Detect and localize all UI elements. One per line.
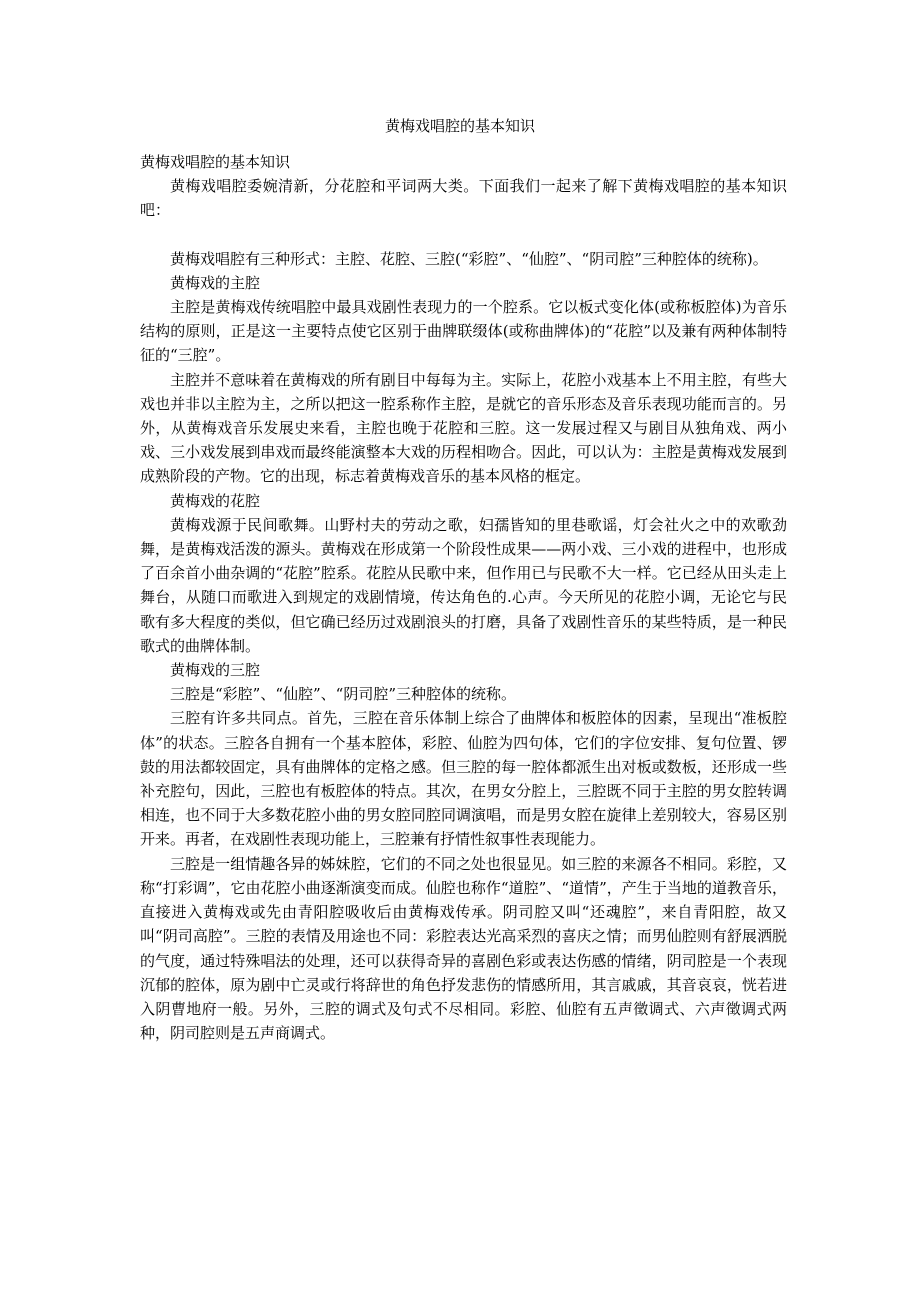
paragraph-sanqiang-2: 三腔有许多共同点。首先，三腔在音乐体制上综合了曲牌体和板腔体的因素，呈现出“准板腔体”的状态。三腔各自拥有一个基本腔体，彩腔、仙腔为四句体，它们的字位安排、复句位置、锣鼓的用法都较固定，具有曲牌体的定格之感。但三腔的每一腔体都派生出对板或数板，还形成一些补充腔句，因此，三腔也有板腔体的特点。其次，在男女分腔上，三腔既不同于主腔的男女腔转调相连，也不同于大多数花腔小曲的男女腔同腔同调演唱，而是男女腔在旋律上差别较大，容易区别开来。再者，在戏剧性表现功能上，三腔兼有抒情性叙事性表现能力。 (140, 709, 787, 849)
section-heading-huaqiang: 黄梅戏的花腔 (170, 491, 261, 510)
paragraph-huaqiang-1: 黄梅戏源于民间歌舞。山野村夫的劳动之歌，妇孺皆知的里巷歌谣，灯会社火之中的欢歌劲舞，是黄梅戏活泼的源头。黄梅戏在形成第一个阶段性成果——两小戏、三小戏的进程中，也形成了百余首小曲杂调的“花腔”腔系。花腔从民歌中来，但作用已与民歌不大一样。它已经从田头走上舞台，从随口而歌进入到规定的戏剧情境，传达角色的.心声。今天所见的花腔小调，无论它与民歌有多大程度的类似，但它确已经历过戏剧浪头的打磨，具备了戏剧性音乐的某些特质，是一种民歌式的曲牌体制。 (140, 515, 787, 655)
paragraph-sanqiang-3: 三腔是一组情趣各异的姊妹腔，它们的不同之处也很显见。如三腔的来源各不相同。彩腔，又称“打彩调”，它由花腔小曲逐渐演变而成。仙腔也称作“道腔”、“道情”，产生于当地的道教音乐，直接进入黄梅戏或先由青阳腔吸收后由黄梅戏传承。阴司腔又叫“还魂腔”，来自青阳腔，故又叫“阴司高腔”。三腔的表情及用途也不同：彩腔表达光高采烈的喜庆之情；而男仙腔则有舒展洒脱的气度，通过特殊唱法的处理，还可以获得奇异的喜剧色彩或表达伤感的情绪，阴司腔是一个表现沉郁的腔体，原为剧中亡灵或行将辞世的角色抒发悲伤的情感所用，其言戚戚，其音哀哀，恍若进入阴曹地府一般。另外，三腔的调式及句式不尽相同。彩腔、仙腔有五声徵调式、六声徵调式两种，阴司腔则是五声商调式。 (140, 854, 787, 1043)
document-subtitle: 黄梅戏唱腔的基本知识 (140, 153, 291, 171)
paragraph-intro: 黄梅戏唱腔委婉清新，分花腔和平词两大类。下面我们一起来了解下黄梅戏唱腔的基本知识吧： (140, 177, 787, 220)
document-body (140, 150, 787, 1045)
paragraph-sanqiang-1: 三腔是“彩腔”、“仙腔”、“阴司腔”三种腔体的统称。 (170, 685, 517, 704)
paragraph-zhuqiang-2: 主腔并不意味着在黄梅戏的所有剧目中每每为主。实际上，花腔小戏基本上不用主腔，有些大戏也并非以主腔为主，之所以把这一腔系称作主腔，是就它的音乐形态及音乐表现功能而言的。另外，从黄梅戏音乐发展史来看，主腔也晚于花腔和三腔。这一发展过程又与剧目从独角戏、两小戏、三小戏发展到串戏而最终能演整本大戏的历程相吻合。因此，可以认为：主腔是黄梅戏发展到成熟阶段的产物。它的出现，标志着黄梅戏音乐的基本风格的框定。 (140, 370, 787, 486)
paragraph-zhuqiang-1: 主腔是黄梅戏传统唱腔中最具戏剧性表现力的一个腔系。它以板式变化体(或称板腔体)为音乐结构的原则，正是这一主要特点使它区别于曲牌联缀体(或称曲牌体)的“花腔”以及兼有两种体制特征的“三腔”。 (140, 298, 787, 365)
section-heading-zhuqiang: 黄梅戏的主腔 (170, 273, 261, 292)
paragraph-forms: 黄梅戏唱腔有三种形式：主腔、花腔、三腔(“彩腔”、“仙腔”、“阴司腔”三种腔体的统称)。 (170, 249, 768, 268)
blank-line (140, 223, 787, 247)
document-title: 黄梅戏唱腔的基本知识 (384, 117, 535, 135)
section-heading-sanqiang: 黄梅戏的三腔 (170, 661, 261, 680)
